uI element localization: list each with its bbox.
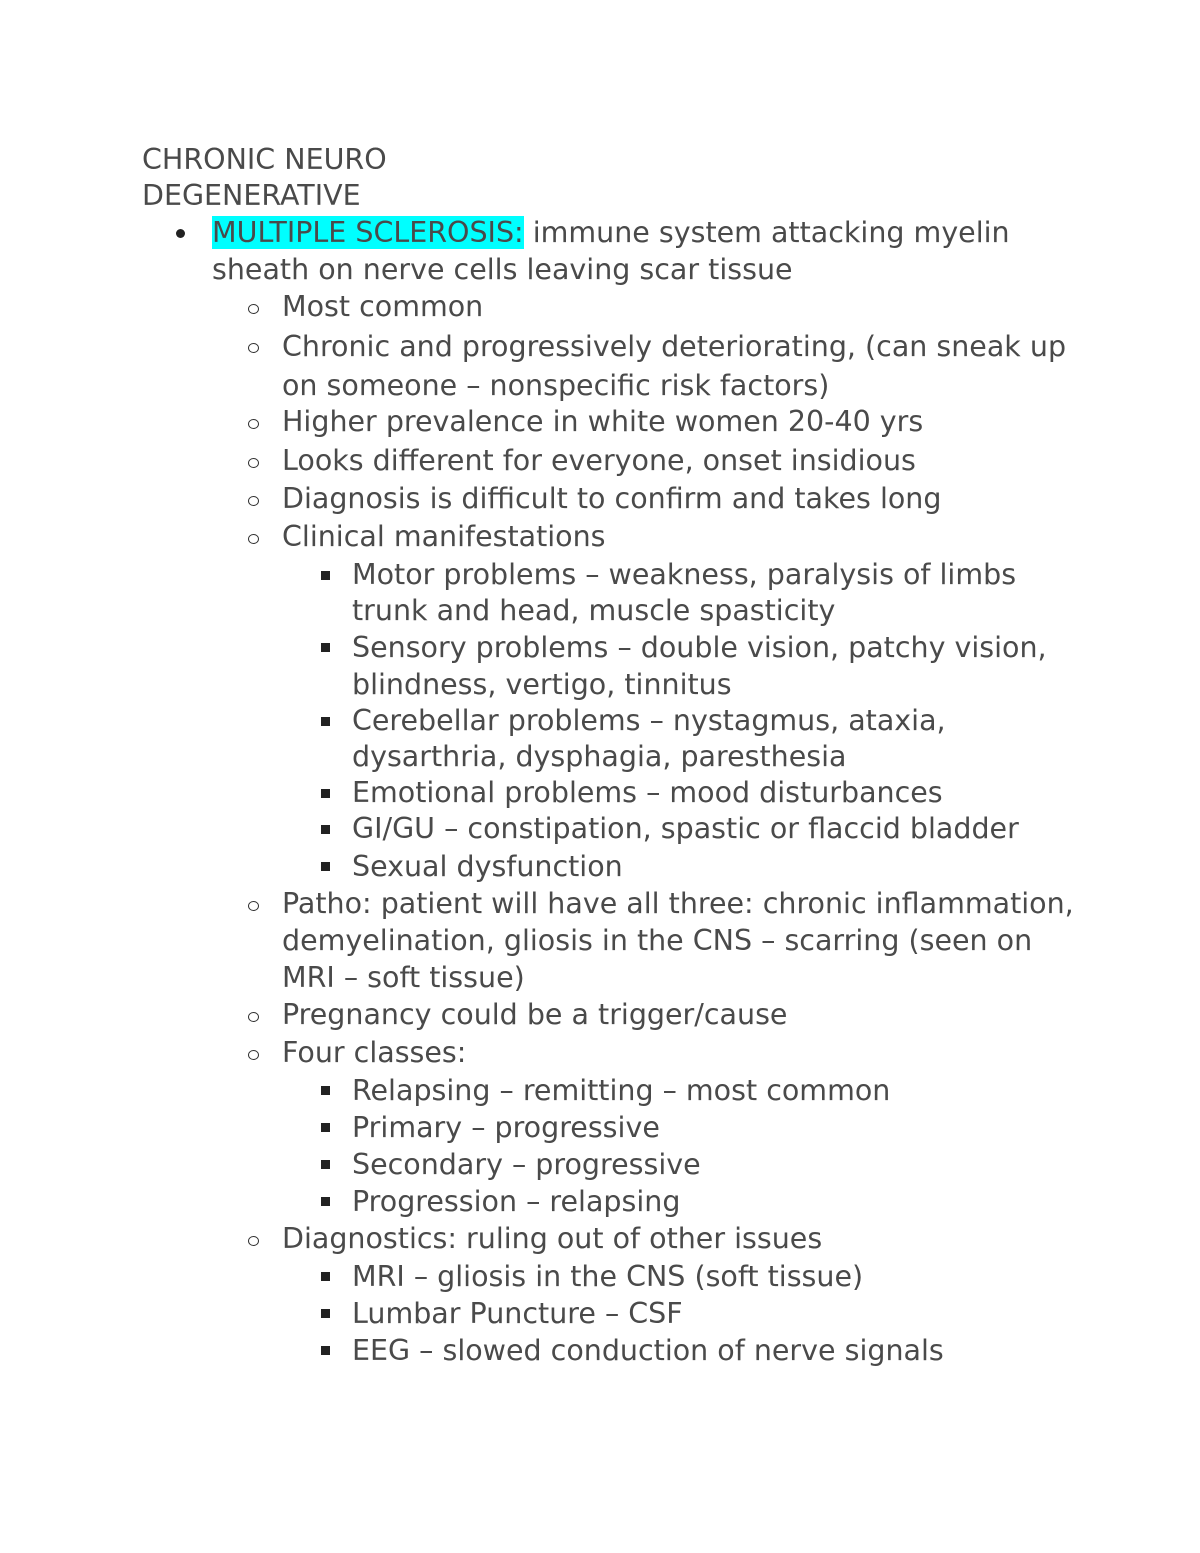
bullet-circle-icon xyxy=(248,304,259,314)
clinical-item xyxy=(282,557,1082,629)
bullet-square-icon xyxy=(321,1197,330,1206)
document-title-line-2: DEGENERATIVE xyxy=(142,179,361,212)
bullet-circle-icon xyxy=(248,1050,259,1060)
class-item xyxy=(282,1109,1082,1146)
bullet-square-icon xyxy=(321,1160,330,1169)
bullet-circle-icon xyxy=(248,458,259,468)
diagnostic-item xyxy=(282,1295,1082,1332)
bullet-circle-icon xyxy=(248,419,259,429)
clinical-text: GI/GU – constipation, spastic or flaccid bladder xyxy=(352,812,1019,845)
bullet-circle-icon xyxy=(248,534,259,544)
bullet-square-icon xyxy=(321,571,330,580)
point-item xyxy=(212,480,1082,517)
diagnostic-text: Lumbar Puncture – CSF xyxy=(352,1297,683,1330)
bullet-square-icon xyxy=(321,862,330,871)
point-text: Pregnancy could be a trigger/cause xyxy=(282,998,788,1031)
class-text: Primary – progressive xyxy=(352,1111,660,1144)
point-text: Diagnostics: ruling out of other issues xyxy=(282,1222,823,1255)
ms-description: immune system attacking myelin sheath on nerve cells leaving scar tissue xyxy=(212,216,1010,286)
clinical-item xyxy=(282,775,1082,811)
point-item xyxy=(212,996,1082,1033)
clinical-text: Sexual dysfunction xyxy=(352,850,623,883)
diagnostic-item xyxy=(282,1332,1082,1369)
bullet-disc-icon xyxy=(176,229,185,238)
bullet-square-icon xyxy=(321,825,330,834)
point-text: Higher prevalence in white women 20-40 yrs xyxy=(282,405,924,438)
diagnostics-list xyxy=(282,1258,1082,1369)
point-text: Four classes: xyxy=(282,1036,467,1069)
clinical-item xyxy=(282,703,1082,775)
bullet-square-icon xyxy=(321,789,330,798)
clinical-item xyxy=(282,848,1082,885)
point-text: Patho: patient will have all three: chronic inflammation, demyelination, gliosis in the CNS – scarring (seen on MRI – soft tissue) xyxy=(282,887,1074,994)
bullet-circle-icon xyxy=(248,496,259,506)
bullet-square-icon xyxy=(321,1346,330,1355)
point-text: Chronic and progressively deteriorating, (can sneak up on someone – nonspecific risk factors) xyxy=(282,330,1067,402)
point-text: Looks different for everyone, onset insidious xyxy=(282,444,916,477)
point-item xyxy=(212,1220,1082,1369)
ms-heading-highlighted: MULTIPLE SCLEROSIS: xyxy=(212,216,524,249)
class-item xyxy=(282,1183,1082,1220)
bullet-circle-icon xyxy=(248,1012,259,1022)
bullet-square-icon xyxy=(321,1086,330,1095)
point-item xyxy=(212,288,1082,325)
diagnostic-text: MRI – gliosis in the CNS (soft tissue) xyxy=(352,1260,864,1293)
point-item xyxy=(212,885,1082,996)
document-page xyxy=(142,142,1082,1369)
bullet-square-icon xyxy=(321,717,330,726)
diagnostic-text: EEG – slowed conduction of nerve signals xyxy=(352,1334,944,1367)
bullet-circle-icon xyxy=(248,901,259,911)
bullet-square-icon xyxy=(321,1123,330,1132)
class-text: Secondary – progressive xyxy=(352,1148,701,1181)
bullet-square-icon xyxy=(321,643,330,652)
class-item xyxy=(282,1146,1082,1183)
clinical-text: Cerebellar problems – nystagmus, ataxia, dysarthria, dysphagia, paresthesia xyxy=(352,704,946,773)
point-item xyxy=(212,403,1082,440)
main-bullet-list xyxy=(142,214,1082,1369)
point-text: Diagnosis is difficult to confirm and takes long xyxy=(282,482,942,515)
ms-section xyxy=(142,214,1082,1369)
ms-points-list xyxy=(212,288,1082,1369)
clinical-item xyxy=(282,811,1082,847)
class-item xyxy=(282,1072,1082,1109)
class-text: Relapsing – remitting – most common xyxy=(352,1074,891,1107)
point-text: Clinical manifestations xyxy=(282,520,606,553)
class-text: Progression – relapsing xyxy=(352,1185,681,1218)
clinical-text: Sensory problems – double vision, patchy vision, blindness, vertigo, tinnitus xyxy=(352,631,1047,701)
bullet-square-icon xyxy=(321,1309,330,1318)
diagnostic-item xyxy=(282,1258,1082,1295)
four-classes-list xyxy=(282,1072,1082,1220)
point-item xyxy=(212,1034,1082,1220)
clinical-text: Motor problems – weakness, paralysis of limbs trunk and head, muscle spasticity xyxy=(352,558,1017,627)
document-title-line-1: CHRONIC NEURO xyxy=(142,143,387,176)
bullet-circle-icon xyxy=(248,343,259,353)
bullet-circle-icon xyxy=(248,1236,259,1246)
bullet-square-icon xyxy=(321,1272,330,1281)
clinical-manifestations-list xyxy=(282,557,1082,885)
point-item xyxy=(212,518,1082,885)
point-text: Most common xyxy=(282,290,484,323)
point-item xyxy=(212,327,1082,405)
point-item xyxy=(212,442,1082,479)
clinical-item xyxy=(282,629,1082,703)
clinical-text: Emotional problems – mood disturbances xyxy=(352,776,943,809)
